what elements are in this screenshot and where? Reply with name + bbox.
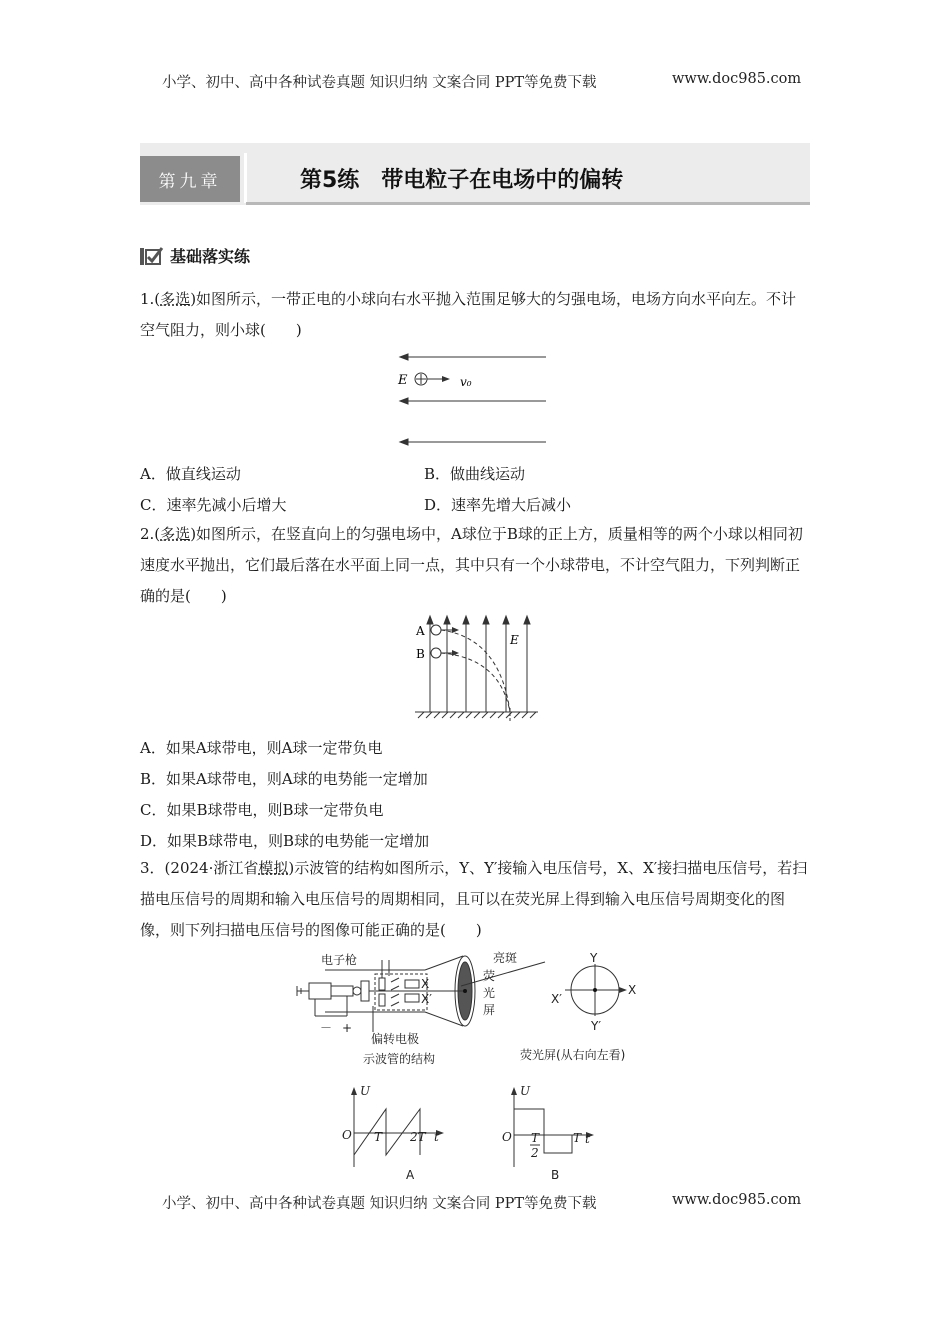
banner-underline (246, 202, 810, 205)
question-1 (140, 284, 810, 346)
graph-b-caption: B (551, 1168, 560, 1182)
q3-tag: 模拟 (258, 859, 289, 877)
minus-sign: － (320, 1021, 333, 1035)
plate-xp-label: X′ (421, 992, 432, 1006)
screen-xp-label: X′ (551, 992, 562, 1006)
velocity-label: v₀ (460, 375, 472, 389)
q2-prefix: 2.( (140, 525, 161, 543)
question-2 (140, 519, 810, 612)
graph-b-u-label: U (520, 1084, 531, 1098)
graph-a-t-axis-label: t (434, 1130, 439, 1144)
q2-option-d: D．如果B球带电，则B球的电势能一定增加 (140, 832, 430, 850)
screen-y-label: Y (590, 951, 598, 965)
graph-option-a (340, 1083, 450, 1183)
banner-separator (244, 153, 247, 203)
q1-text: )如图所示，一带正电的小球向右水平抛入范围足够大的匀强电场，电场方向水平向左。不计空气阻力，则小球( ) (140, 290, 797, 339)
q2-tag: 多选 (160, 525, 191, 543)
chapter-tab: 第九章 (140, 156, 240, 202)
bright-spot-label: 亮斑 (493, 951, 518, 965)
ball-b-icon (431, 648, 441, 658)
plate-x-label: X (421, 977, 430, 991)
page-header-url: www.doc985.com (672, 71, 802, 87)
graph-b-half-den: 2 (531, 1146, 539, 1160)
page-title: 第5练 带电粒子在电场中的偏转 (300, 168, 624, 193)
screen-x-label: X (628, 983, 637, 997)
electron-gun-label: 电子枪 (321, 953, 358, 967)
graph-a-caption: A (406, 1168, 415, 1182)
q1-option-d: D．速率先增大后减小 (424, 496, 572, 514)
ball-a-icon (431, 625, 441, 635)
screen-label-2: 光 (483, 986, 496, 1000)
page-footer-url: www.doc985.com (672, 1192, 802, 1208)
screen-label-1: 荧 (483, 969, 496, 983)
q2-field-diagram (410, 612, 540, 724)
section-heading (140, 244, 250, 267)
deflection-electrode-label: 偏转电极 (371, 1032, 420, 1046)
ball-a-label: A (416, 624, 425, 638)
q2-text: )如图所示，在竖直向上的匀强电场中，A球位于B球的正上方，质量相等的两个小球以相同初速度水平抛出，它们最后落在水平面上同一点，其中只有一个小球带电，不计空气阻力，下列判断正确的是( ) (140, 525, 803, 605)
question-3 (140, 853, 810, 946)
q1-field-diagram (390, 348, 555, 448)
page-footer-left: 小学、初中、高中各种试卷真题 知识归纳 文案合同 PPT等免费下载 (162, 1196, 597, 1212)
graph-b-half-num: T (531, 1131, 540, 1145)
q2-option-c: C．如果B球带电，则B球一定带负电 (140, 801, 384, 819)
graph-b-t-period-label: T (573, 1131, 582, 1145)
q2-option-b: B．如果A球带电，则A球的电势能一定增加 (140, 770, 428, 788)
q2-option-a: A．如果A球带电，则A球一定带负电 (140, 739, 383, 757)
oscilloscope-diagram (295, 950, 660, 1075)
q1-option-a: A．做直线运动 (140, 465, 241, 483)
q2-field-label-E: E (510, 633, 519, 647)
graph-b-t-axis-label: t (585, 1132, 590, 1146)
ball-b-label: B (416, 647, 425, 661)
section-title: 基础落实练 (170, 247, 251, 266)
plus-sign: + (342, 1021, 353, 1035)
graph-b-origin-label: O (502, 1130, 512, 1144)
page-header-left: 小学、初中、高中各种试卷真题 知识归纳 文案合同 PPT等免费下载 (162, 75, 597, 91)
q3-text: )示波管的结构如图所示，Y、Y′接输入电压信号，X、X′接扫描电压信号，若扫描电压信号的周期和输入电压信号的周期相同，且可以在荧光屏上得到输入电压信号周期变化的图像，则下列扫描电压信号的图像可能正确的是( ) (140, 859, 808, 939)
graph-a-t-period-label: T (374, 1130, 383, 1144)
screen-yp-label: Y′ (591, 1019, 602, 1033)
tube-caption: 示波管的结构 (363, 1052, 436, 1066)
screen-label-3: 屏 (483, 1003, 496, 1017)
q1-option-c: C．速率先减小后增大 (140, 496, 287, 514)
screen-caption: 荧光屏(从右向左看) (520, 1048, 626, 1062)
graph-option-b (500, 1083, 600, 1183)
field-label-E: E (398, 373, 408, 388)
checkmark-icon (140, 245, 164, 267)
q1-prefix: 1.( (140, 290, 161, 308)
graph-a-u-label: U (360, 1084, 371, 1098)
graph-a-2t-label: 2T (410, 1130, 426, 1144)
graph-a-origin-label: O (342, 1128, 352, 1142)
q1-option-b: B．做曲线运动 (424, 465, 526, 483)
q3-prefix: 3．(2024·浙江省 (140, 859, 259, 877)
q1-tag: 多选 (160, 290, 191, 308)
